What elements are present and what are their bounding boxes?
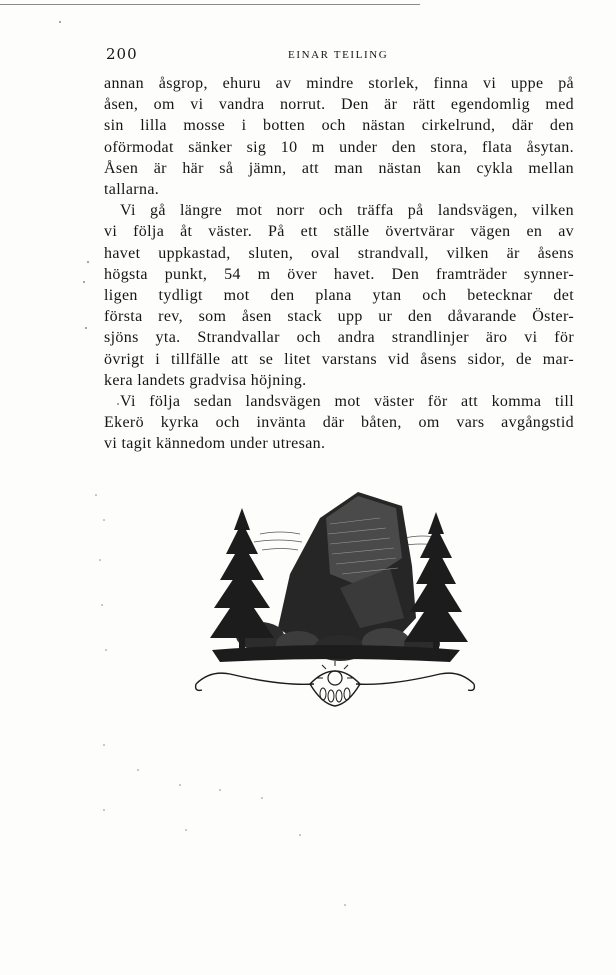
boulder bbox=[278, 492, 416, 650]
text-line: första rev, som åsen stack upp ur den dåvarande Öster- bbox=[104, 308, 574, 326]
boulder-vignette bbox=[190, 478, 480, 728]
text-line: Åsen är här så jämn, att man nästan kan cykla mellan bbox=[104, 159, 574, 177]
top-rule bbox=[0, 4, 420, 5]
text-line: oförmodat sänker sig 10 m under den stora, flata åsytan. bbox=[104, 138, 574, 156]
text-line: sjöns yta. Strandvallar och andra strandlinjer äro vi för bbox=[104, 329, 574, 347]
scroll-ornament bbox=[196, 673, 475, 690]
text-line: ligen tydligt mot den plana ytan och betecknar det bbox=[104, 287, 574, 305]
text-line: högsta punkt, 54 m över havet. Den framträder synner- bbox=[104, 265, 574, 283]
running-head: EINAR TEILING bbox=[288, 49, 389, 61]
text-line: vi följa åt väster. På ett ställe övertvärar vägen en av bbox=[104, 223, 574, 241]
page-number: 200 bbox=[106, 45, 138, 63]
text-line: havet uppkastad, sluten, oval strandvall, vilken är åsens bbox=[104, 244, 574, 262]
sunburst-emblem bbox=[310, 661, 360, 706]
left-spruce-tree bbox=[210, 508, 274, 650]
text-line: övrigt i tillfälle att se litet varstans vid åsens sidor, de mar- bbox=[104, 350, 574, 368]
paragraph-3 bbox=[104, 391, 574, 455]
paragraph-2 bbox=[104, 200, 574, 391]
text-line: åsen, om vi vandra norrut. Den är rätt egendomlig med bbox=[104, 96, 574, 114]
right-spruce-tree bbox=[404, 512, 468, 654]
text-line: tallarna. bbox=[104, 181, 160, 199]
text-line: kera landets gradvisa höjning. bbox=[104, 371, 307, 389]
text-line: Ekerö kyrka och invänta där båten, om vars avgångstid bbox=[104, 414, 574, 432]
text-line: annan åsgrop, ehuru av mindre storlek, finna vi uppe på bbox=[104, 75, 574, 92]
text-line: Vi följa sedan landsvägen mot väster för att komma till bbox=[120, 393, 574, 411]
text-line: vi tagit kännedom under utresan. bbox=[104, 435, 326, 453]
text-line: sin lilla mosse i botten och nästan cirkelrund, där den bbox=[104, 117, 574, 135]
paragraph-1 bbox=[104, 73, 574, 200]
body-text bbox=[104, 73, 574, 455]
text-line: Vi gå längre mot norr och träffa på landsvägen, vilken bbox=[120, 202, 574, 220]
